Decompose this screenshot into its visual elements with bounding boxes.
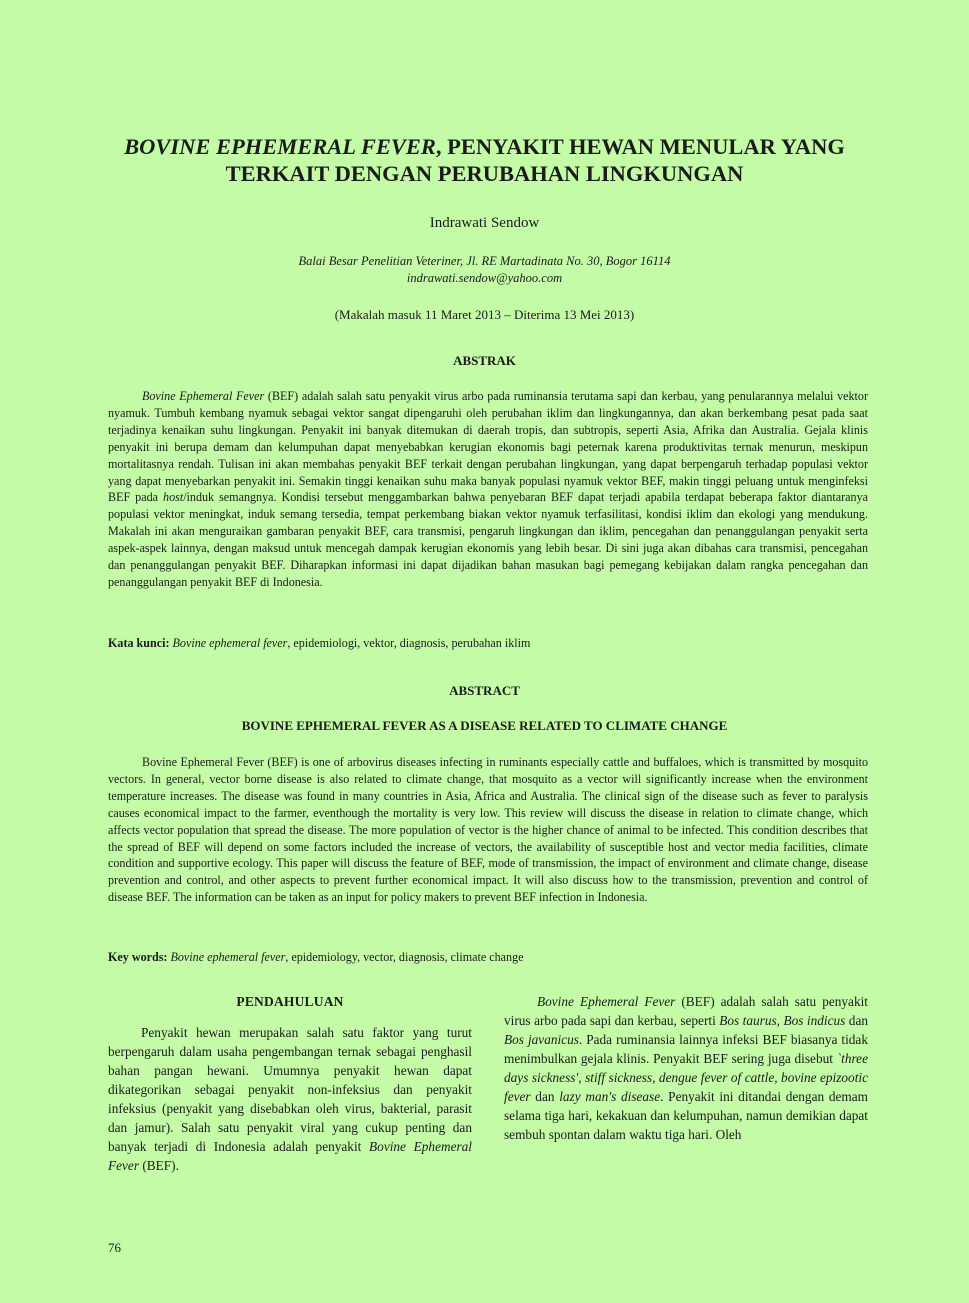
abstrak-text-1: (BEF) adalah salah satu penyakit virus arbo pada ruminansia terutama sapi dan kerbau, yang penularannya melalui vektor nyamuk. Tumbuh kembang nyamuk sebagai vektor sangat dipengaruhi oleh perubahan iklim dan lingkungannya, dan akan berkembang pesat pada saat terjadinya kenaikan suhu lingkungan. Penyakit ini banyak ditemukan di daerah tropis, dan subtropis, seperti Asia, Afrika dan Australia. Gejala klinis penyakit ini berupa demam dan kelumpuhan dapat menyebabkan kerugian ekonomis bagi peternak karena produktivitas ternak menurun, meskipun mortalitasnya rendah. Tulisan ini akan membahas penyakit BEF terkait dengan perubahan lingkungan, yang dapat berpengaruh terhadap populasi vektor yang dapat menyebarkan penyakit ini. Semakin tinggi kenaikan suhu maka banyak populasi nyamuk vektor BEF, makin tinggi peluang untuk menginfeksi BEF pada (108, 389, 868, 505)
title-italic: BOVINE EPHEMERAL FEVER (124, 134, 436, 159)
right-text-5: . Penyakit ini ditandai dengan demam selama tiga hari, kekakuan dan kelumpuhan, namun demikian dapat sembuh spontan dalam waktu tiga hari. Oleh (504, 1089, 868, 1142)
pendahuluan-heading: PENDAHULUAN (236, 994, 344, 1009)
title-line1-rest: , PENYAKIT HEWAN MENULAR YANG (435, 134, 845, 159)
submission-dates: (Makalah masuk 11 Maret 2013 – Diterima 13 Mei 2013) (334, 307, 635, 322)
kata-kunci-label: Kata kunci: (108, 636, 170, 650)
key-words-italic: Bovine ephemeral fever (170, 950, 286, 964)
right-italic-4: `three days sickness', stiff sickness, dengue fever of cattle, bovine epizootic fever (504, 1051, 868, 1104)
key-words-label: Key words: (108, 950, 168, 964)
left-paragraph (108, 1023, 472, 1175)
right-italic-1: Bovine Ephemeral Fever (537, 994, 676, 1009)
author-name: Indrawati Sendow (429, 215, 540, 231)
paper-title (60, 133, 909, 187)
abstrak-heading: ABSTRAK (453, 353, 516, 368)
abstrak-body (108, 388, 868, 591)
kata-kunci-italic: Bovine ephemeral fever (172, 636, 288, 650)
right-column (504, 992, 868, 1144)
abstrak-paragraph (108, 388, 868, 591)
abstrak-host-italic: host (163, 490, 184, 505)
title-line2: TERKAIT DENGAN PERUBAHAN LINGKUNGAN (225, 161, 744, 186)
author-email: indrawati.sendow@yahoo.com (406, 271, 563, 285)
left-column (108, 992, 472, 1175)
abstract-heading: ABSTRACT (449, 683, 520, 698)
right-italic-5: lazy man's disease (559, 1089, 661, 1104)
kata-kunci-rest: , epidemiologi, vektor, diagnosis, perubahan iklim (287, 636, 531, 650)
abstrak-text-2: /induk semangnya. Kondisi tersebut menggambarkan bahwa penyebaran BEF dapat terjadi apabila terdapat beberapa faktor diantaranya populasi vektor meningkat, induk semang tersedia, tempat perkembang biakan vektor nyamuk terfasilitasi, kondisi iklim dan ekologi yang mendukung. Makalah ini akan menguraikan gambaran penyakit BEF, cara transmisi, pengaruh lingkungan dan iklim, pencegahan dan penanggulangan penyakit serta aspek-aspek lainnya, dengan maksud untuk mencegah dampak kerugian ekonomis yang lebih besar. Di sini juga akan dibahas cara transmisi, pencegahan dan penanggulangan penyakit BEF. Diharapkan informasi ini dapat dijadikan bahan masukan bagi pemegang kebijakan dalam rangka pencegahan dan penanggulangan penyakit BEF di Indonesia. (108, 490, 868, 589)
right-italic-2: Bos taurus, Bos indicus (719, 1013, 846, 1028)
affiliation-block (0, 253, 969, 287)
right-text-1: (BEF) adalah salah satu penyakit virus arbo pada sapi dan kerbau, seperti (504, 994, 868, 1028)
key-words-rest: , epidemiology, vector, diagnosis, climate change (285, 950, 524, 964)
abstract-paragraph: Bovine Ephemeral Fever (BEF) is one of arbovirus diseases infecting in ruminants especially cattle and buffaloes, which is transmitted by mosquito vectors. In general, vector borne disease is also related to climate change, that mosquito as a vector will significantly increase when the environment temperature increases. The disease was found in many countries in Asia, Africa and Australia. The clinical sign of the disease such as fever to paralysis causes economical impact to the farmer, eventhough the mortality is very low. This review will discuss the disease in relation to climate change, which affects vector population that spread the disease. The more population of vector is the higher chance of animal to be infected. This condition describes that the spread of BEF will depend on some factors included the increase of vectors, the availability of susceptible host and vector media facilities, climate condition and supportive ecology. This paper will discuss the feature of BEF, mode of transmission, the impact of environment and climate change, disease prevention and control, and other aspects to prevent further economical impact. It will also discuss how to the transmission, prevention and control of disease BEF. The information can be taken as an input for policy makers to prevent BEF infection in Indonesia. (108, 755, 868, 905)
abstract-subtitle: BOVINE EPHEMERAL FEVER AS A DISEASE RELATED TO CLIMATE CHANGE (241, 718, 728, 733)
left-text: Penyakit hewan merupakan salah satu faktor yang turut berpengaruh dalam usaha pengembangan ternak sebagai penghasil bahan pangan hewani. Umumnya penyakit hewan dapat dikategorikan sebagai penyakit non-infeksius dan penyakit infeksius (penyakit yang disebabkan oleh virus, bakterial, parasit dan jamur). Salah satu penyakit viral yang cukup penting dan banyak terjadi di Indonesia adalah penyakit (108, 1025, 472, 1154)
right-text-3: . Pada ruminansia lainnya infeksi BEF biasanya tidak menimbulkan gejala klinis. Penyakit BEF sering juga disebut (504, 1032, 868, 1066)
right-italic-3: Bos javanicus (504, 1032, 579, 1047)
left-end: (BEF). (139, 1158, 179, 1173)
left-italic: Bovine Ephemeral Fever (108, 1139, 472, 1173)
right-text-4: dan (530, 1089, 560, 1104)
affiliation: Balai Besar Penelitian Veteriner, Jl. RE Martadinata No. 30, Bogor 16114 (298, 254, 671, 268)
right-text-2: dan (845, 1013, 868, 1028)
abstrak-lead-italic: Bovine Ephemeral Fever (142, 389, 265, 403)
key-words (108, 950, 868, 965)
page-number: 76 (108, 1240, 121, 1255)
right-paragraph (504, 992, 868, 1144)
abstract-body (108, 754, 868, 906)
kata-kunci (108, 636, 868, 651)
